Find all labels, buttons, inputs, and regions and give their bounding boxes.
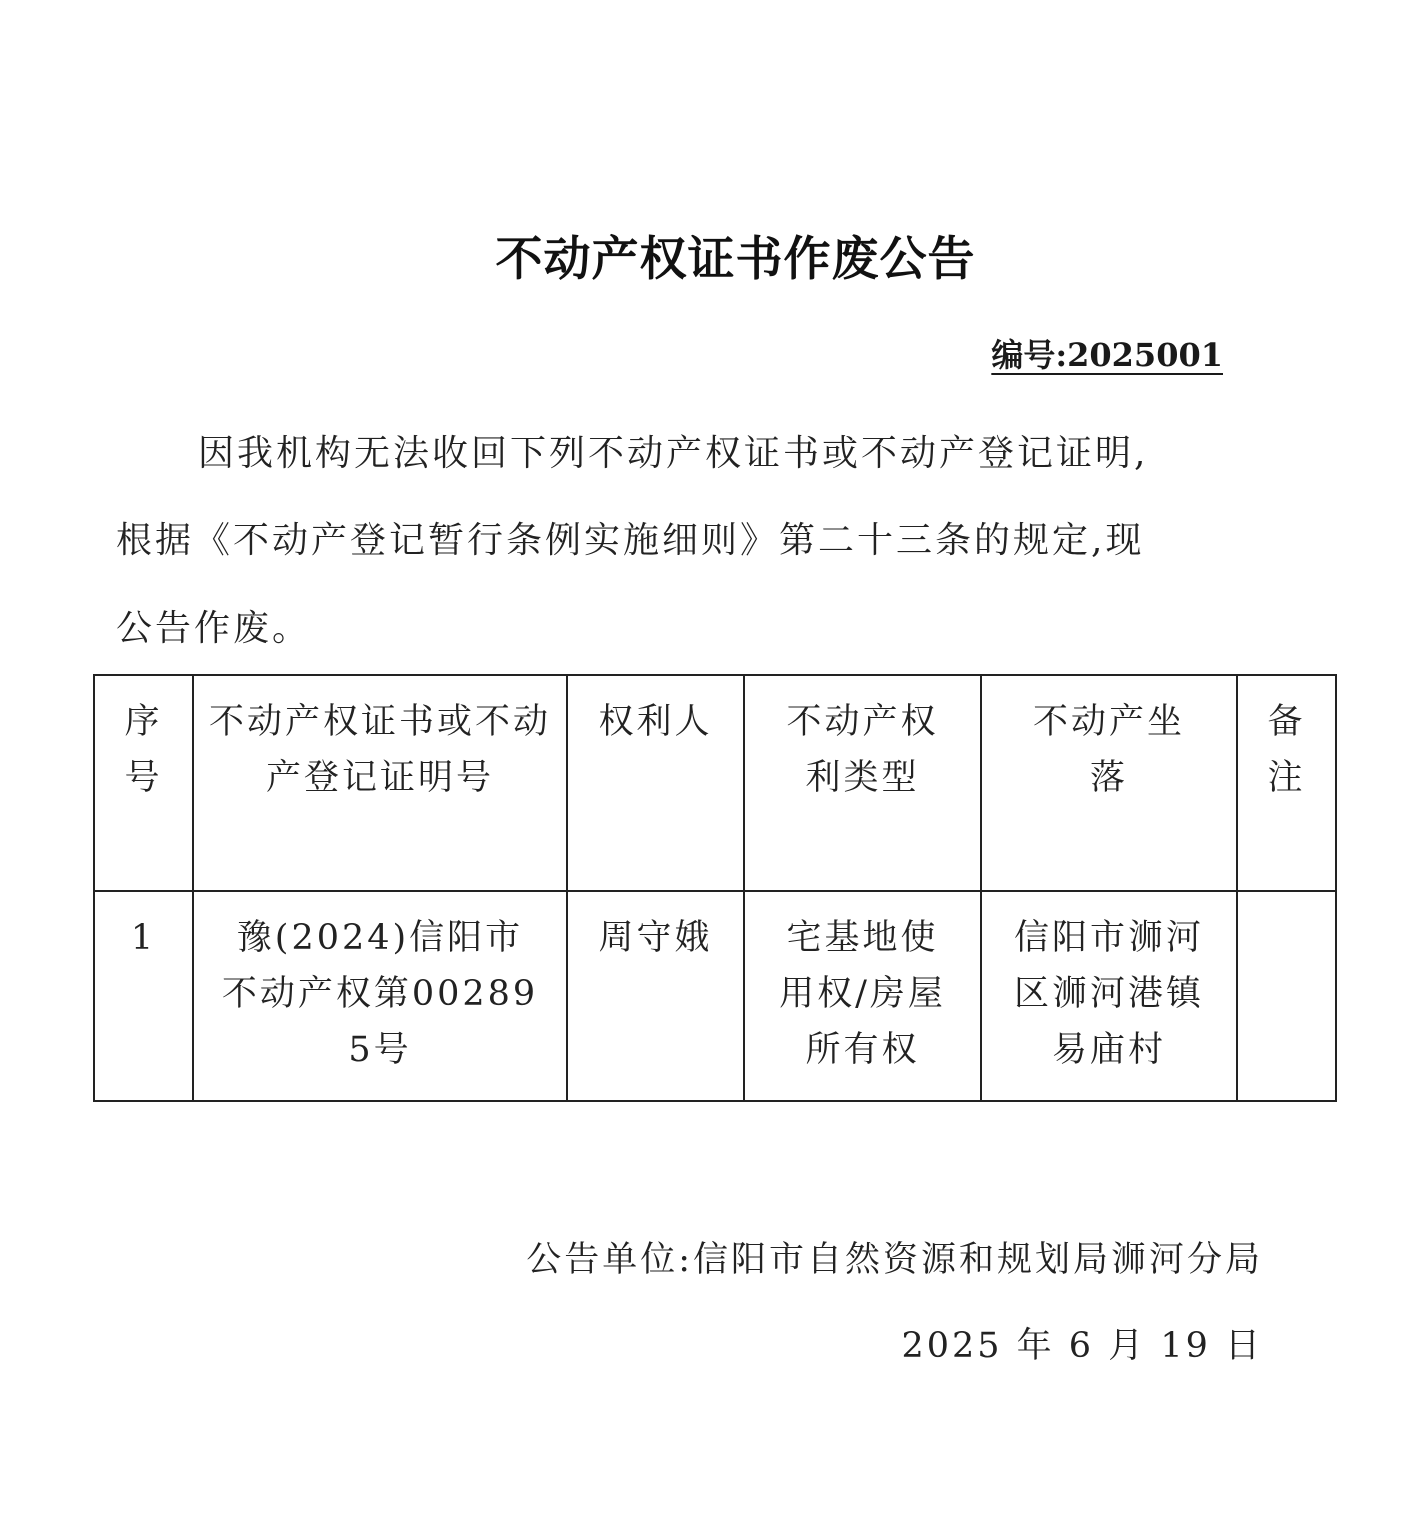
paragraph-line-2: 根据《不动产登记暂行条例实施细则》第二十三条的规定,现 — [116, 520, 1145, 561]
date-line: 2025 年 6 月 19 日 — [901, 1326, 1263, 1366]
cell-certificate-no: 豫(2024)信阳市不动产权第002895号 — [193, 891, 567, 1101]
page-title: 不动产权证书作废公告 — [495, 232, 976, 287]
header-remark-label: 备注 — [1267, 702, 1306, 798]
header-seq — [94, 675, 193, 891]
cell-seq: 1 — [94, 891, 193, 1101]
cell-remark — [1237, 891, 1336, 1101]
certificate-table — [93, 674, 1337, 1102]
header-remark — [1237, 675, 1336, 891]
table-row — [94, 891, 1336, 1101]
cell-right-type: 宅基地使用权/房屋所有权 — [744, 891, 981, 1101]
header-seq-label: 序号 — [124, 702, 163, 798]
header-holder — [567, 675, 744, 891]
header-right-type — [744, 675, 981, 891]
header-holder-label: 权利人 — [598, 702, 713, 742]
header-certificate-no-label: 不动产权证书或不动产登记证明号 — [208, 702, 551, 798]
table-header-row — [94, 675, 1336, 891]
issuer-line: 公告单位:信阳市自然资源和规划局浉河分局 — [526, 1240, 1263, 1280]
header-right-type-label: 不动产权利类型 — [786, 702, 939, 798]
document-number: 编号:2025001 — [991, 336, 1223, 374]
paragraph-line-3: 公告作废。 — [116, 608, 312, 649]
paragraph-line-1: 因我机构无法收回下列不动产权证书或不动产登记证明, — [198, 433, 1149, 474]
header-location-label: 不动产坐落 — [1032, 702, 1185, 798]
header-certificate-no — [193, 675, 567, 891]
cell-location: 信阳市浉河区浉河港镇易庙村 — [981, 891, 1237, 1101]
header-location — [981, 675, 1237, 891]
cell-holder: 周守娥 — [567, 891, 744, 1101]
